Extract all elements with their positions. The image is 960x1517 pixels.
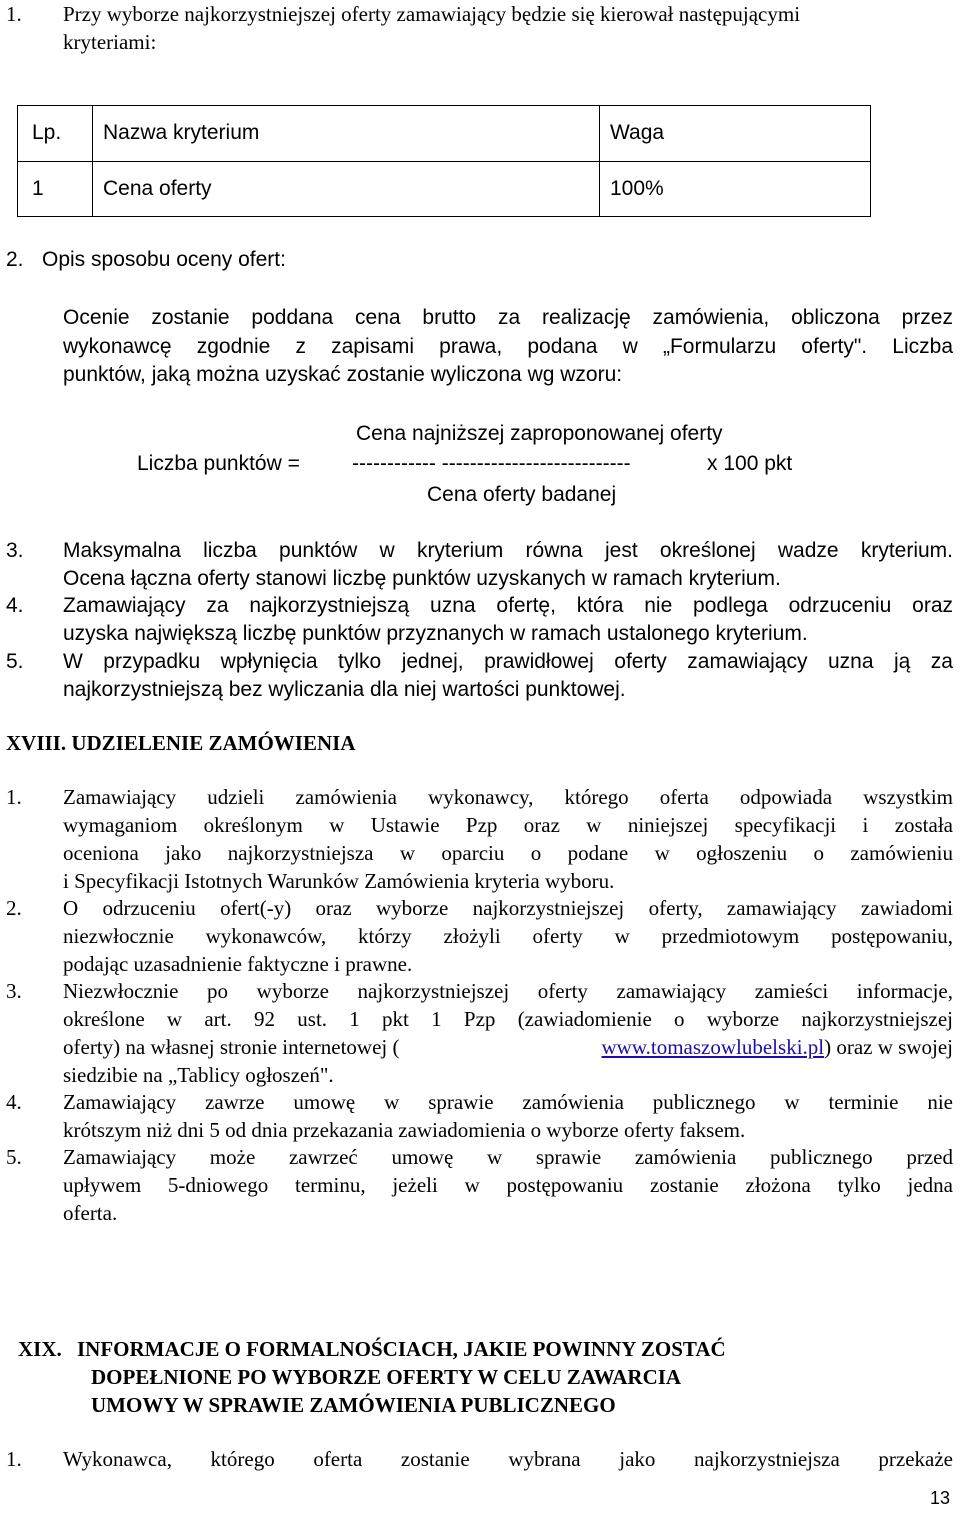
formula-label: Liczba punktów = <box>137 452 300 475</box>
item-number: 4. <box>6 1090 22 1114</box>
item-text-line: niezwłocznie wykonawców, którzy złożyli oferty w przedmiotowym postępowaniu, <box>63 924 953 948</box>
paragraph-line: Ocenie zostanie poddana cena brutto za realizację zamówienia, obliczona przez <box>63 306 953 329</box>
table-header-row <box>18 106 871 162</box>
formula-denominator: Cena oferty badanej <box>427 483 617 506</box>
item-text-line: Zamawiający zawrze umowę w sprawie zamówienia publicznego w terminie nie <box>63 1090 953 1114</box>
website-link[interactable]: www.tomaszowlubelski.pl <box>601 1035 825 1059</box>
heading-line: INFORMACJE O FORMALNOŚCIACH, JAKIE POWINNY ZOSTAĆ <box>77 1337 726 1361</box>
item-text-line: wymaganiom określonym w Ustawie Pzp oraz w niniejszej specyfikacji i została <box>63 813 953 837</box>
item-text-line: oferta. <box>63 1201 118 1225</box>
table-header-cell: Waga <box>600 106 871 162</box>
item-number: 2. <box>6 248 24 271</box>
item-text-line: Zamawiający za najkorzystniejszą uzna ofertę, która nie podlega odrzuceniu oraz <box>63 594 953 617</box>
table-cell: Cena oferty <box>93 161 600 217</box>
formula-fraction-line: ------------ --------------------------- <box>352 452 631 475</box>
heading-line: UMOWY W SPRAWIE ZAMÓWIENIA PUBLICZNEGO <box>91 1393 616 1417</box>
item-number: 3. <box>6 539 24 562</box>
item-number: 1. <box>6 785 22 809</box>
item-text-line: Ocena łączna oferty stanowi liczbę punktów uzyskanych w ramach kryterium. <box>63 567 781 590</box>
item-text-line: kryteriami: <box>63 30 157 54</box>
item-text-line: podając uzasadnienie faktyczne i prawne. <box>63 952 413 976</box>
item-text-line: Maksymalna liczba punktów w kryterium równa jest określonej wadze kryterium. <box>63 539 953 562</box>
paragraph-line: punktów, jaką można uzyskać zostanie wyliczona wg wzoru: <box>63 363 623 386</box>
section-number: XIX. <box>18 1337 62 1361</box>
item-text-line: Przy wyborze najkorzystniejszej oferty zamawiający będzie się kierował następującymi <box>63 2 801 26</box>
formula-multiplier: x 100 pkt <box>707 452 793 475</box>
item-text-line: określone w art. 92 ust. 1 pkt 1 Pzp (zawiadomienie o wyborze najkorzystniejszej <box>63 1007 953 1031</box>
item-text-line: krótszym niż dni 5 od dnia przekazania zawiadomienia o wyborze oferty faksem. <box>63 1118 746 1142</box>
item-number: 5. <box>6 1145 22 1169</box>
section-heading: XVIII. UDZIELENIE ZAMÓWIENIA <box>6 731 356 755</box>
item-number: 5. <box>6 650 24 673</box>
criteria-table <box>17 105 871 217</box>
item-number: 3. <box>6 979 22 1003</box>
table-header-cell: Nazwa kryterium <box>93 106 600 162</box>
item-text-line: upływem 5-dniowego terminu, jeżeli w postępowaniu zostanie złożona tylko jedna <box>63 1173 953 1197</box>
item-text-line: W przypadku wpłynięcia tylko jednej, prawidłowej oferty zamawiający uzna ją za <box>63 650 953 673</box>
item-text-line: O odrzuceniu ofert(-y) oraz wyborze najkorzystniejszej oferty, zamawiający zawiadomi <box>63 896 953 920</box>
item-number: 1. <box>6 2 22 26</box>
page-number: 13 <box>929 1488 950 1508</box>
item-text-line: oceniona jako najkorzystniejsza w oparciu o podane w ogłoszeniu o zamówieniu <box>63 841 953 865</box>
text-fragment <box>602 1033 954 1061</box>
item-text-line: Zamawiający może zawrzeć umowę w sprawie zamówienia publicznego przed <box>63 1145 953 1169</box>
table-row <box>18 161 871 217</box>
item-number: 1. <box>6 1447 22 1471</box>
paragraph-line: wykonawcę zgodnie z zapisami prawa, podana w „Formularzu oferty". Liczba <box>63 335 953 358</box>
item-text-line: uzyska największą liczbę punktów przyznanych w ramach ustalonego kryterium. <box>63 622 808 645</box>
item-text-line: i Specyfikacji Istotnych Warunków Zamówienia kryteria wyboru. <box>63 869 615 893</box>
item-number: 2. <box>6 896 22 920</box>
table-cell: 1 <box>18 161 93 217</box>
item-text-line: siedzibie na „Tablicy ogłoszeń". <box>63 1063 334 1087</box>
item-text-line: Wykonawca, którego oferta zostanie wybrana jako najkorzystniejsza przekaże <box>63 1447 953 1471</box>
item-text-line: Zamawiający udzieli zamówienia wykonawcy, którego oferta odpowiada wszystkim <box>63 785 953 809</box>
table-header-cell: Lp. <box>18 106 93 162</box>
text-fragment: ) oraz w swojej <box>824 1035 953 1059</box>
heading-line: DOPEŁNIONE PO WYBORZE OFERTY W CELU ZAWARCIA <box>91 1365 682 1389</box>
item-text-line: najkorzystniejszą bez wyliczania dla niej wartości punktowej. <box>63 678 626 701</box>
item-text-line <box>63 1033 953 1061</box>
item-heading: Opis sposobu oceny ofert: <box>42 248 286 271</box>
item-number: 4. <box>6 594 24 617</box>
formula-numerator: Cena najniższej zaproponowanej oferty <box>356 422 723 445</box>
table-cell: 100% <box>600 161 871 217</box>
item-text-line: Niezwłocznie po wyborze najkorzystniejszej oferty zamawiający zamieści informacje, <box>63 979 953 1003</box>
text-fragment: oferty) na własnej stronie internetowej ( <box>63 1035 400 1059</box>
